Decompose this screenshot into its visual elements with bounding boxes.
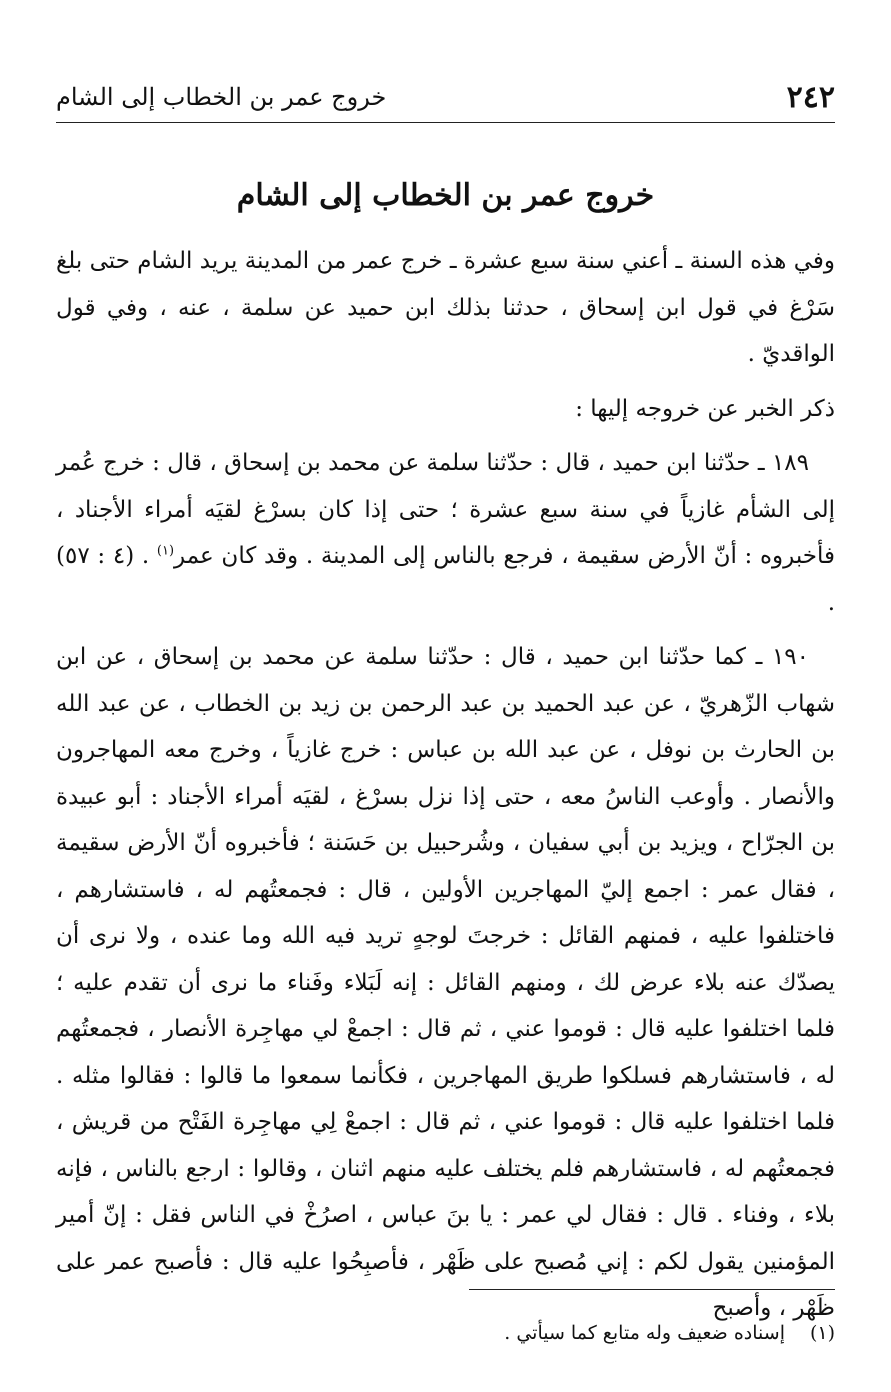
running-title: خروج عمر بن الخطاب إلى الشام xyxy=(56,83,387,111)
footnote-rule xyxy=(469,1289,835,1290)
footnote xyxy=(56,1318,835,1348)
chapter-title: خروج عمر بن الخطاب إلى الشام xyxy=(236,178,655,213)
footnote-text: إسناده ضعيف وله متابع كما سيأتي . xyxy=(504,1322,785,1344)
header-rule xyxy=(56,122,835,123)
narration-189 xyxy=(56,440,835,626)
narration-189-text: ١٨٩ ـ حدّثنا ابن حميد ، قال : حدّثنا سلمة عن محمد بن إسحاق ، قال : خرج عُمر إلى الشأم غازياً في سنة سبع عشرة ؛ حتى إذا كان بسرْغ لقيَه أمراء الأجناد ، فأخبروه : أنّ الأرض سقيمة ، فرجع بالناس إلى المدينة . وقد كان عمر xyxy=(56,450,836,569)
footnote-marker: (١) xyxy=(809,1322,835,1344)
page-number: ٢٤٢ xyxy=(786,79,835,115)
footnote-reference: (١) xyxy=(156,543,175,559)
narration-190: ١٩٠ ـ كما حدّثنا ابن حميد ، قال : حدّثنا سلمة عن محمد بن إسحاق ، عن ابن شهاب الزّهريّ ، عن عبد الحميد بن عبد الرحمن بن زيد بن الخطاب ، عن عبد الله بن الحارث بن نوفل ، عن عبد الله بن عباس : خرج غازياً ، وخرج معه المهاجرون والأنصار . وأوعب الناسُ معه ، حتى إذا نزل بسرْغ ، لقيَه أمراء الأجناد : أبو عبيدة بن الجرّاح ، ويزيد بن أبي سفيان ، وشُرحبيل بن حَسَنة ؛ فأخبروه أنّ الأرض سقيمة ، فقال عمر : اجمع إليّ المهاجرين الأولين ، قال : فجمعتُهم له ، فاستشارهم ، فاختلفوا عليه ، فمنهم القائل : خرجتَ لوجهٍ تريد فيه الله وما عنده ، ولا نرى أن يصدّك عنه بلاء عرض لك ، ومنهم القائل : إنه لَبَلاء وفَناء ما نرى أن تقدم عليه ؛ فلما اختلفوا عليه قال : قوموا عني ، ثم قال : اجمعْ لي مهاجِرة الأنصار ، فجمعتُهم له ، فاستشارهم فسلكوا طريق المهاجرين ، فكأنما سمعوا ما قالوا : فقالوا مثله . فلما اختلفوا عليه قال : قوموا عني ، ثم قال : اجمعْ لِي مهاجِرة الفَتْح من قريش ، فجمعتُهم له ، فاستشارهم فلم يختلف عليه منهم اثنان ، وقالوا : ارجع بالناس ، فإنه بلاء ، وفناء . قال : فقال لي عمر : يا بنَ عباس ، اصرُخْ في الناس فقل : إنّ أمير المؤمنين يقول لكم : إني مُصبح على ظَهْر ، فأصبِحُوا عليه قال : فأصبح عمر على ظَهْر ، وأصبح xyxy=(56,644,835,1321)
section-heading: ذكر الخبر عن خروجه إليها : xyxy=(575,395,835,422)
page-header xyxy=(56,74,835,120)
source-citation: . (٤ : ٥٧) . xyxy=(56,543,835,616)
body-text xyxy=(56,238,835,1332)
intro-paragraph: وفي هذه السنة ـ أعني سنة سبع عشرة ـ خرج عمر من المدينة يريد الشام حتى بلغ سَرْغ في قول ابن إسحاق ، حدثنا بذلك ابن حميد عن سلمة ، عنه ، وفي قول الواقديّ . xyxy=(56,248,835,367)
